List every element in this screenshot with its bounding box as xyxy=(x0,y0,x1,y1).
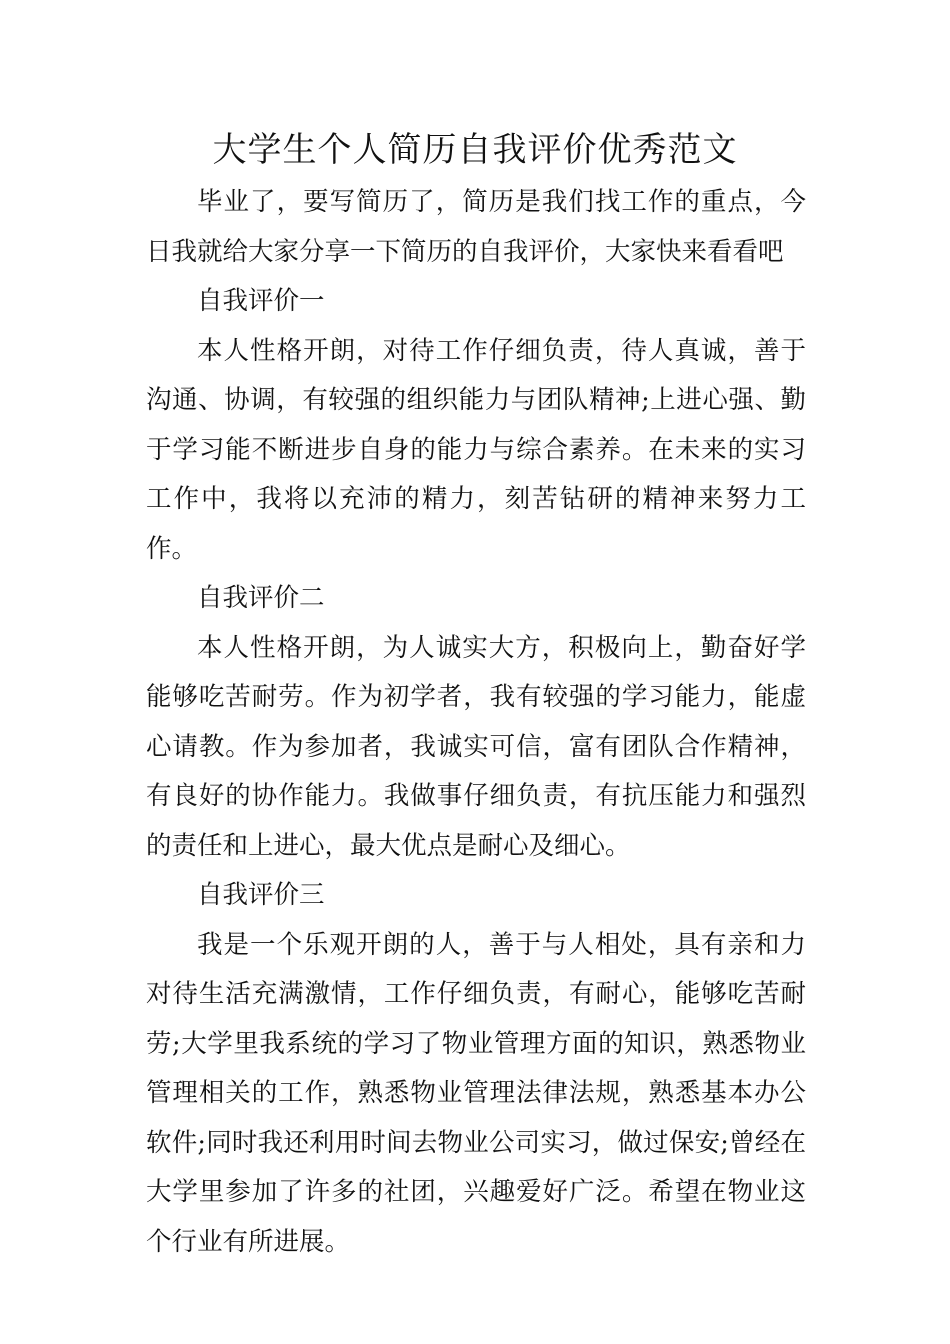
section-paragraph-1: 本人性格开朗，对待工作仔细负责，待人真诚，善于沟通、协调，有较强的组织能力与团队精神;上进心强、勤于学习能不断进步自身的能力与综合素养。在未来的实习工作中，我将以充沛的精力，刻苦钻研的精神来努力工作。 xyxy=(146,335,806,564)
section-heading-2: 自我评价二 xyxy=(197,583,325,613)
section-paragraph-2: 本人性格开朗，为人诚实大方，积极向上，勤奋好学能够吃苦耐劳。作为初学者，我有较强的学习能力，能虚心请教。作为参加者，我诚实可信，富有团队合作精神，有良好的协作能力。我做事仔细负责，有抗压能力和强烈的责任和上进心，最大优点是耐心及细心。 xyxy=(146,632,806,861)
document-title: 大学生个人简历自我评价优秀范文 xyxy=(212,130,738,170)
document-body xyxy=(146,178,806,1267)
section-paragraph-3: 我是一个乐观开朗的人，善于与人相处，具有亲和力对待生活充满激情，工作仔细负责，有耐心，能够吃苦耐劳;大学里我系统的学习了物业管理方面的知识，熟悉物业管理相关的工作，熟悉物业管理法律法规，熟悉基本办公软件;同时我还利用时间去物业公司实习，做过保安;曾经在大学里参加了许多的社团，兴趣爱好广泛。希望在物业这个行业有所进展。 xyxy=(146,929,806,1257)
intro-paragraph: 毕业了，要写简历了，简历是我们找工作的重点，今日我就给大家分享一下简历的自我评价，大家快来看看吧 xyxy=(146,187,806,267)
section-heading-1: 自我评价一 xyxy=(197,286,325,316)
section-heading-3: 自我评价三 xyxy=(197,880,325,910)
